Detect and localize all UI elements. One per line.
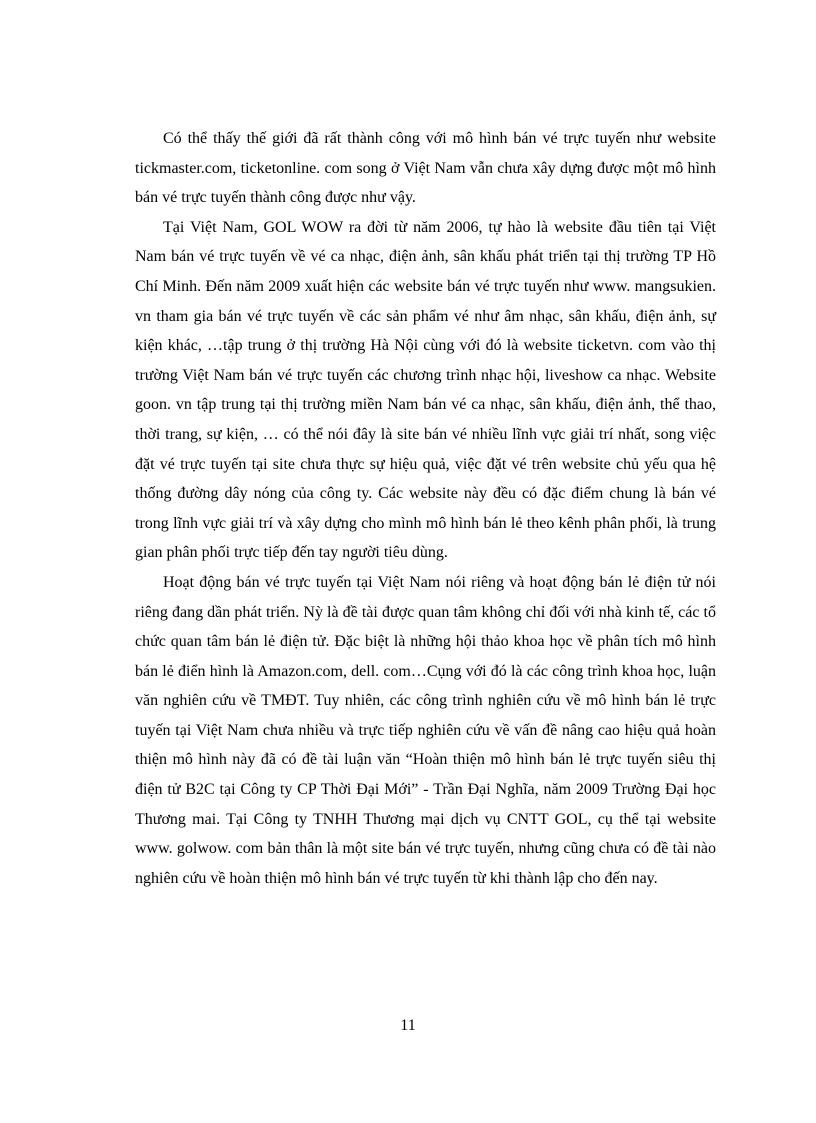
paragraph-3: Hoạt động bán vé trực tuyến tại Việt Nam nói riêng và hoạt động bán lẻ điện tử nói riêng đang dần phát triển. Nỳ là đề tài được quan tâm không chỉ đối với nhà kinh tế, các tổ chức quan tâm bán lẻ điện tử. Đặc biệt là những hội thảo khoa học về phân tích mô hình bán lẻ điển hình là Amazon.com, dell. com…Cụng với đó là các công trình khoa học, luận văn nghiên cứu về TMĐT. Tuy nhiên, các công trình nghiên cứu về mô hình bán lẻ trực tuyến tại Việt Nam chưa nhiều và trực tiếp nghiên cứu về vấn đề nâng cao hiệu quả hoàn thiện mô hình này đã có đề tài luận văn “Hoàn thiện mô hình bán lẻ trực tuyến siêu thị điện tử B2C tại Công ty CP Thời Đại Mới” - Trần Đại Nghĩa, năm 2009 Trường Đại học Thương mai. Tại Công ty TNHH Thương mại dịch vụ CNTT GOL, cụ thể tại website www. golwow. com bản thân là một site bán vé trực tuyến, nhưng cũng chưa có đề tài nào nghiên cứu về hoàn thiện mô hình bán vé trực tuyến từ khi thành lập cho đến nay.	[135, 573, 716, 887]
paragraph-1: Có thể thấy thế giới đã rất thành công với mô hình bán vé trực tuyến như website tickmaster.com, ticketonline. com song ở Việt Nam vẫn chưa xây dựng được một mô hình bán vé trực tuyến thành công được như vậy.	[135, 130, 716, 207]
page-number: 11	[400, 1017, 416, 1034]
body-text	[135, 124, 716, 893]
paragraph-2: Tại Việt Nam, GOL WOW ra đời từ năm 2006, tự hào là website đầu tiên tại Việt Nam bán vé trực tuyến về vé ca nhạc, điện ảnh, sân khấu phát triển tại thị trường TP Hồ Chí Minh. Đến năm 2009 xuất hiện các website bán vé trực tuyến như www. mangsukien. vn tham gia bán vé trực tuyến về các sản phẩm vé như âm nhạc, sân khấu, điện ảnh, sự kiện khác, …tập trung ở thị trường Hà Nội cùng với đó là website ticketvn. com vào thị trường Việt Nam bán vé trực tuyến các chương trình nhạc hội, liveshow ca nhạc. Website goon. vn tập trung tại thị trường miền Nam bán vé ca nhạc, sân khấu, điện ảnh, thể thao, thời trang, sự kiện, … có thể nói đây là site bán vé nhiều lĩnh vực giải trí nhất, song việc đặt vé trực tuyến tại site chưa thực sự hiệu quả, việc đặt vé trên website chủ yếu qua hệ thống đường dây nóng của công ty. Các website này đều có đặc điểm chung là bán vé trong lĩnh vực giải trí và xây dựng cho mình mô hình bán lẻ theo kênh phân phối, là trung gian phân phối trực tiếp đến tay người tiêu dùng.	[135, 218, 716, 562]
